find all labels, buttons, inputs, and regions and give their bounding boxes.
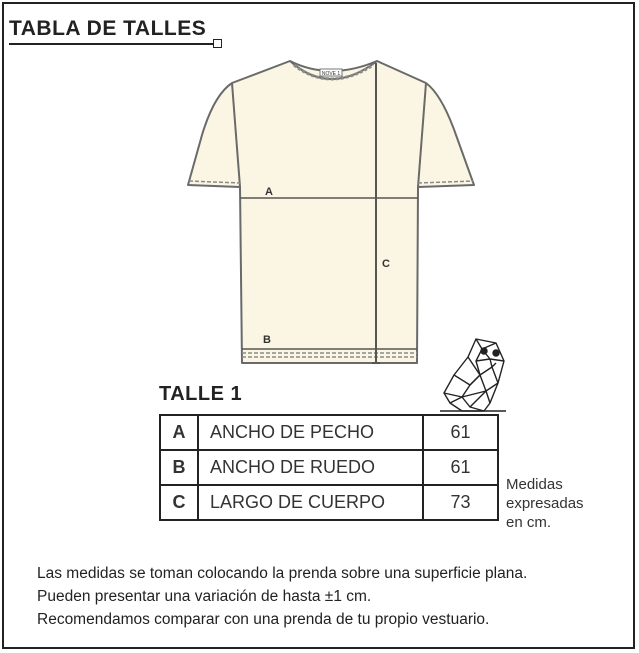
row-measure-value: 61 <box>423 415 498 450</box>
table-row <box>160 450 498 485</box>
note-line: Pueden presentar una variación de hasta ±1 cm. <box>37 588 372 605</box>
row-letter: B <box>160 450 198 485</box>
title-square-marker <box>213 39 222 48</box>
row-letter: C <box>160 485 198 520</box>
units-note-line: expresadas <box>506 495 584 512</box>
table-row <box>160 485 498 520</box>
tshirt-diagram <box>180 55 480 367</box>
row-measure-value: 73 <box>423 485 498 520</box>
size-table <box>159 414 499 521</box>
table-row <box>160 415 498 450</box>
measure-a-label: A <box>265 186 273 198</box>
size-title: TALLE 1 <box>159 383 243 405</box>
measure-c-label: C <box>382 258 390 270</box>
row-measure-name: ANCHO DE PECHO <box>198 415 423 450</box>
units-note <box>506 475 584 532</box>
page-title: TABLA DE TALLES <box>9 17 207 40</box>
row-measure-name: ANCHO DE RUEDO <box>198 450 423 485</box>
title-underline <box>9 43 216 45</box>
tshirt-outline <box>188 61 474 363</box>
measure-b-label: B <box>263 334 271 346</box>
row-letter: A <box>160 415 198 450</box>
row-measure-name: LARGO DE CUERPO <box>198 485 423 520</box>
units-note-line: en cm. <box>506 514 552 531</box>
row-measure-value: 61 <box>423 450 498 485</box>
neck-tag-text: NOVE 1 <box>321 71 341 77</box>
note-line: Las medidas se toman colocando la prenda sobre una superficie plana. <box>37 565 528 582</box>
measurement-notes <box>37 562 527 631</box>
note-line: Recomendamos comparar con una prenda de tu propio vestuario. <box>37 611 490 628</box>
owl-logo <box>440 335 506 417</box>
units-note-line: Medidas <box>506 476 563 493</box>
